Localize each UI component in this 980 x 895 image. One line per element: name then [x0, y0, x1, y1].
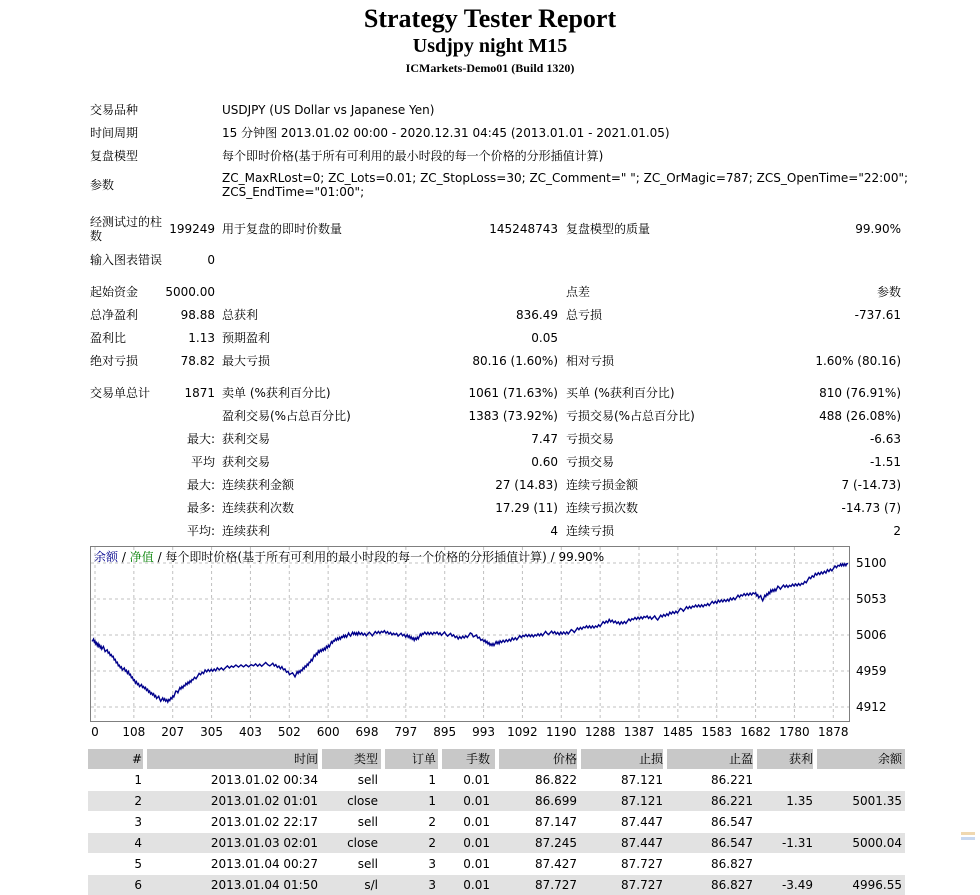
- avg-cons-wins-label: 连续获利: [222, 524, 271, 538]
- avg-loss-label: 亏损交易: [566, 455, 615, 469]
- most-cons-loss-value: -14.73 (7): [841, 501, 901, 515]
- spread-value: 参数: [876, 285, 901, 299]
- legend-balance: 余额: [94, 550, 119, 564]
- report-subtitle: Usdjpy night M15: [412, 35, 568, 57]
- expected-label: 预期盈利: [222, 331, 271, 345]
- x-tick-label: 1288: [584, 725, 616, 739]
- symbol-value: USDJPY (US Dollar vs Japanese Yen): [222, 103, 435, 117]
- abs-dd-value: 78.82: [180, 354, 215, 368]
- loss-trades-label: 亏损交易(%占总百分比): [566, 409, 695, 423]
- abs-dd-label: 绝对亏损: [90, 354, 139, 368]
- table-cell: 0.01: [463, 878, 490, 892]
- avg-cons-losses-value: 2: [893, 524, 901, 538]
- gross-loss-value: -737.61: [854, 308, 901, 322]
- average-label: 平均: [190, 455, 215, 469]
- most-cons-loss-label: 连续亏损次数: [566, 501, 639, 515]
- table-cell: sell: [357, 815, 378, 829]
- x-tick-label: 305: [200, 725, 224, 739]
- table-cell: 1: [428, 773, 436, 787]
- table-cell: sell: [357, 857, 378, 871]
- symbol-label: 交易品种: [90, 103, 139, 117]
- table-cell: 1.35: [786, 794, 813, 808]
- table-cell: 2: [428, 836, 436, 850]
- table-cell: 86.221: [711, 794, 753, 808]
- deposit-value: 5000.00: [165, 285, 215, 299]
- bars-label-cont: 数: [90, 229, 103, 243]
- table-cell: 87.245: [535, 836, 577, 850]
- table-header-label: 止盈: [728, 752, 753, 766]
- x-tick-label: 1092: [507, 725, 538, 739]
- table-cell: -3.49: [781, 878, 813, 892]
- largest-profit-label: 获利交易: [222, 432, 271, 446]
- table-cell: close: [347, 836, 378, 850]
- long-label: 买单 (%获利百分比): [566, 386, 675, 400]
- table-cell: 2013.01.02 01:01: [210, 794, 318, 808]
- max-cons-wins-value: 27 (14.83): [495, 478, 558, 492]
- legend-description: / 每个即时价格(基于所有可利用的最小时段的每一个价格的分形插值计算) / 99.90%: [157, 550, 605, 564]
- pf-label: 盈利比: [90, 331, 127, 345]
- table-cell: sell: [357, 773, 378, 787]
- x-tick-label: 895: [433, 725, 457, 739]
- short-value: 1061 (71.63%): [468, 386, 558, 400]
- avg-profit-label: 获利交易: [222, 455, 271, 469]
- max-cons-losses-value: 7 (-14.73): [841, 478, 901, 492]
- avg-cons-wins-value: 4: [550, 524, 558, 538]
- table-cell: 1: [134, 773, 142, 787]
- table-cell: 86.699: [535, 794, 577, 808]
- table-cell: [782, 812, 902, 832]
- total-trades-value: 1871: [184, 386, 215, 400]
- table-cell: 3: [134, 815, 142, 829]
- table-cell: 86.547: [711, 815, 753, 829]
- deposit-label: 起始资金: [90, 285, 139, 299]
- net-value: 98.88: [180, 308, 215, 322]
- table-cell: 87.427: [535, 857, 577, 871]
- max-cons-losses-label: 连续亏损金额: [566, 478, 639, 492]
- x-tick-label: 600: [316, 725, 340, 739]
- table-cell: 5: [134, 857, 142, 871]
- params-label: 参数: [90, 178, 115, 192]
- gross-loss-label: 总亏损: [566, 308, 603, 322]
- chart-legend: [94, 550, 604, 564]
- table-cell: 87.147: [535, 815, 577, 829]
- bars-value: 199249: [169, 222, 215, 236]
- table-cell: close: [347, 794, 378, 808]
- x-tick-label: 1190: [546, 725, 577, 739]
- table-header-label: 时间: [293, 752, 318, 766]
- table-cell: 4: [134, 836, 142, 850]
- largest-label: 最大:: [186, 432, 215, 446]
- balance-line: [92, 564, 848, 703]
- edge-watermark-icon: [960, 830, 976, 842]
- table-cell: 87.121: [621, 794, 663, 808]
- profit-trades-label: 盈利交易(%占总百分比): [222, 409, 351, 423]
- table-cell: 4996.55: [852, 878, 902, 892]
- table-header-label: #: [131, 752, 142, 766]
- net-label: 总净盈利: [90, 308, 139, 322]
- balance-chart-plot: [91, 547, 849, 721]
- most-label: 最多:: [186, 501, 215, 515]
- pf-value: 1.13: [188, 331, 215, 345]
- spread-label: 点差: [566, 285, 591, 299]
- table-cell: 2013.01.04 00:27: [210, 857, 318, 871]
- x-tick-label: 797: [394, 725, 418, 739]
- y-tick-label: 5053: [856, 592, 887, 606]
- table-header-label: 手数: [465, 752, 490, 766]
- quality-value: 99.90%: [855, 222, 901, 236]
- avg-loss-value: -1.51: [869, 455, 901, 469]
- total-trades-label: 交易单总计: [90, 386, 151, 400]
- table-cell: 87.727: [621, 857, 663, 871]
- table-header-label: 余额: [877, 752, 902, 766]
- period-value: 15 分钟图 2013.01.02 00:00 - 2020.12.31 04:45 (2013.01.01 - 2021.01.05): [222, 126, 670, 140]
- table-cell: 5001.35: [852, 794, 902, 808]
- table-cell: 86.827: [711, 878, 753, 892]
- gross-profit-label: 总获利: [222, 308, 259, 322]
- table-cell: 2013.01.02 00:34: [210, 773, 318, 787]
- x-tick-label: 1485: [662, 725, 694, 739]
- max-dd-value: 80.16 (1.60%): [472, 354, 558, 368]
- table-cell: 87.727: [621, 878, 663, 892]
- largest-loss-value: -6.63: [869, 432, 901, 446]
- x-tick-label: 502: [277, 725, 301, 739]
- table-cell: 2013.01.03 02:01: [210, 836, 318, 850]
- table-cell: 2: [428, 815, 436, 829]
- max-cons-wins-label: 连续获利金额: [222, 478, 295, 492]
- y-tick-label: 5100: [856, 556, 887, 570]
- table-cell: 0.01: [463, 815, 490, 829]
- y-tick-label: 4912: [856, 700, 887, 714]
- table-cell: 2: [134, 794, 142, 808]
- table-cell: 87.121: [621, 773, 663, 787]
- table-cell: 3: [428, 878, 436, 892]
- x-tick-label: 1387: [623, 725, 655, 739]
- avg-cons-losses-label: 连续亏损: [566, 524, 615, 538]
- x-tick-label: 698: [355, 725, 379, 739]
- model-value: 每个即时价格(基于所有可利用的最小时段的每一个价格的分形插值计算): [222, 149, 604, 163]
- loss-trades-value: 488 (26.08%): [819, 409, 901, 423]
- y-tick-label: 4959: [856, 664, 887, 678]
- table-cell: 6: [134, 878, 142, 892]
- period-label: 时间周期: [90, 126, 139, 140]
- balance-chart: [90, 546, 850, 722]
- x-tick-label: 0: [91, 725, 99, 739]
- table-cell: 86.221: [711, 773, 753, 787]
- long-value: 810 (76.91%): [819, 386, 901, 400]
- report-build: ICMarkets-Demo01 (Build 1320): [405, 61, 575, 75]
- largest-profit-value: 7.47: [531, 432, 558, 446]
- table-cell: -1.31: [781, 836, 813, 850]
- table-cell: 5000.04: [852, 836, 902, 850]
- table-header-label: 订单: [411, 752, 436, 766]
- table-cell: 2013.01.02 22:17: [210, 815, 318, 829]
- x-tick-label: 1878: [818, 725, 849, 739]
- x-tick-label: 1780: [779, 725, 810, 739]
- y-tick-label: 5006: [856, 628, 887, 642]
- table-cell: 86.827: [711, 857, 753, 871]
- x-tick-label: 108: [122, 725, 146, 739]
- table-header-label: 价格: [552, 752, 577, 766]
- ticks-label: 用于复盘的即时价数量: [222, 222, 343, 236]
- table-header-label: 获利: [788, 752, 813, 766]
- x-tick-label: 207: [161, 725, 185, 739]
- table-cell: s/l: [364, 878, 378, 892]
- report-title: Strategy Tester Report: [363, 4, 617, 33]
- max-cons-label: 最大:: [186, 478, 215, 492]
- table-cell: 2013.01.04 01:50: [210, 878, 318, 892]
- expected-value: 0.05: [531, 331, 558, 345]
- largest-loss-label: 亏损交易: [566, 432, 615, 446]
- mismatch-value: 0: [207, 253, 215, 267]
- x-tick-label: 1583: [701, 725, 732, 739]
- ticks-value: 145248743: [489, 222, 558, 236]
- table-header-label: 类型: [353, 752, 378, 766]
- params-line-1: ZC_MaxRLost=0; ZC_Lots=0.01; ZC_StopLoss=30; ZC_Comment=" "; ZC_OrMagic=787; ZCS_OpenTime="22:00";: [222, 171, 909, 185]
- table-cell: [782, 770, 902, 790]
- table-cell: 0.01: [463, 794, 490, 808]
- legend-separator: /: [121, 550, 126, 564]
- table-cell: 1: [428, 794, 436, 808]
- mismatch-label: 输入图表错误: [90, 253, 163, 267]
- table-cell: 87.447: [621, 836, 663, 850]
- table-cell: 86.547: [711, 836, 753, 850]
- params-line-2: ZCS_EndTime="01:00";: [222, 185, 365, 199]
- x-tick-label: 1682: [740, 725, 771, 739]
- most-cons-profit-value: 17.29 (11): [495, 501, 558, 515]
- profit-trades-value: 1383 (73.92%): [468, 409, 558, 423]
- x-tick-label: 993: [472, 725, 496, 739]
- rel-dd-label: 相对亏损: [566, 354, 615, 368]
- x-tick-label: 403: [238, 725, 262, 739]
- bars-label: 经测试过的柱: [90, 215, 163, 229]
- model-label: 复盘模型: [90, 149, 139, 163]
- table-cell: 0.01: [463, 773, 490, 787]
- max-dd-label: 最大亏损: [222, 354, 271, 368]
- table-cell: [782, 854, 902, 874]
- table-cell: 0.01: [463, 857, 490, 871]
- short-label: 卖单 (%获利百分比): [222, 386, 331, 400]
- table-cell: 87.447: [621, 815, 663, 829]
- avg-profit-value: 0.60: [531, 455, 558, 469]
- gross-profit-value: 836.49: [516, 308, 558, 322]
- legend-equity: 净值: [129, 550, 154, 564]
- table-cell: 86.822: [535, 773, 577, 787]
- table-header-label: 止损: [638, 752, 663, 766]
- table-cell: 3: [428, 857, 436, 871]
- avg-cons-label: 平均:: [186, 524, 215, 538]
- quality-label: 复盘模型的质量: [566, 222, 651, 236]
- rel-dd-value: 1.60% (80.16): [815, 354, 901, 368]
- table-cell: 87.727: [535, 878, 577, 892]
- table-cell: 0.01: [463, 836, 490, 850]
- most-cons-profit-label: 连续获利次数: [222, 501, 295, 515]
